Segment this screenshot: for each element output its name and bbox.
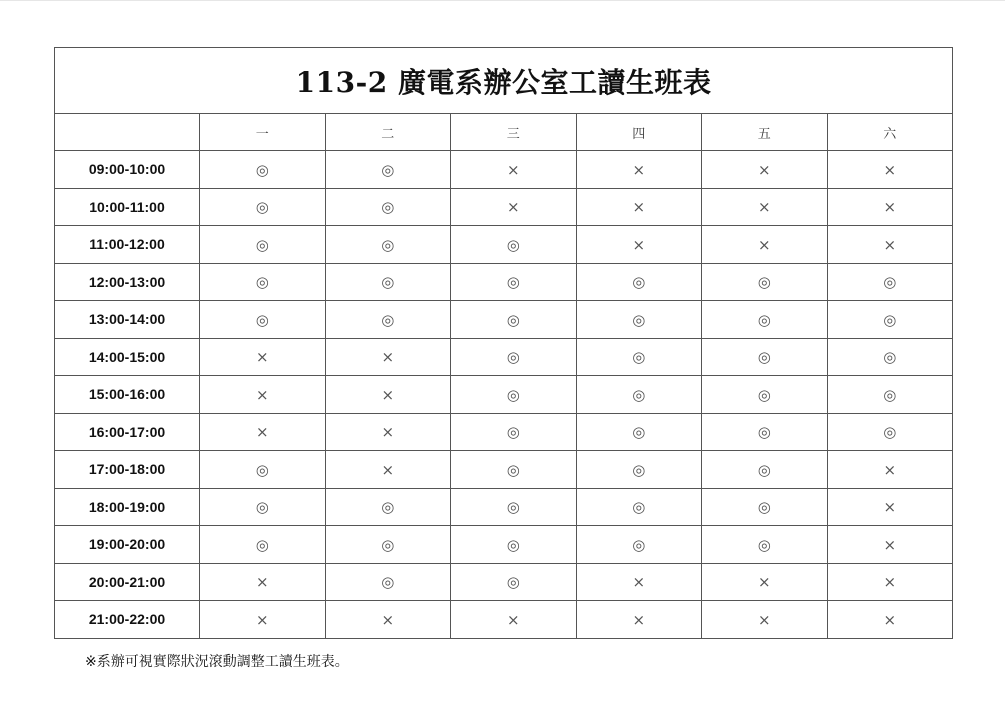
footnote: ※系辦可視實際狀況滾動調整工讀生班表。 bbox=[85, 654, 349, 670]
table-row bbox=[55, 188, 953, 226]
available-mark-icon: ◎ bbox=[632, 310, 646, 329]
shift-cell bbox=[325, 151, 451, 189]
unavailable-mark-icon: × bbox=[255, 423, 269, 442]
time-slot-label: 20:00-21:00 bbox=[55, 563, 200, 601]
shift-cell bbox=[325, 376, 451, 414]
unavailable-mark-icon: × bbox=[381, 423, 395, 442]
unavailable-mark-icon: × bbox=[381, 348, 395, 367]
available-mark-icon: ◎ bbox=[506, 460, 520, 479]
unavailable-mark-icon: × bbox=[883, 235, 897, 254]
available-mark-icon: ◎ bbox=[632, 385, 646, 404]
available-mark-icon: ◎ bbox=[883, 348, 897, 367]
shift-cell bbox=[827, 451, 953, 489]
available-mark-icon: ◎ bbox=[381, 198, 395, 217]
shift-cell bbox=[702, 563, 828, 601]
shift-cell bbox=[702, 226, 828, 264]
shift-cell bbox=[576, 188, 702, 226]
shift-cell bbox=[200, 188, 326, 226]
shift-cell bbox=[451, 301, 577, 339]
shift-cell bbox=[702, 188, 828, 226]
time-slot-label: 12:00-13:00 bbox=[55, 263, 200, 301]
available-mark-icon: ◎ bbox=[506, 273, 520, 292]
shift-cell bbox=[827, 188, 953, 226]
available-mark-icon: ◎ bbox=[255, 160, 269, 179]
shift-cell bbox=[827, 301, 953, 339]
unavailable-mark-icon: × bbox=[883, 160, 897, 179]
unavailable-mark-icon: × bbox=[255, 385, 269, 404]
unavailable-mark-icon: × bbox=[381, 610, 395, 629]
available-mark-icon: ◎ bbox=[757, 310, 771, 329]
available-mark-icon: ◎ bbox=[757, 423, 771, 442]
available-mark-icon: ◎ bbox=[632, 423, 646, 442]
available-mark-icon: ◎ bbox=[757, 385, 771, 404]
available-mark-icon: ◎ bbox=[255, 310, 269, 329]
available-mark-icon: ◎ bbox=[506, 235, 520, 254]
shift-cell bbox=[702, 451, 828, 489]
shift-cell bbox=[827, 376, 953, 414]
table-row bbox=[55, 526, 953, 564]
time-slot-label: 18:00-19:00 bbox=[55, 488, 200, 526]
weekday-header: 四 bbox=[576, 114, 702, 151]
shift-cell bbox=[576, 226, 702, 264]
shift-cell bbox=[200, 263, 326, 301]
shift-cell bbox=[451, 188, 577, 226]
shift-cell bbox=[200, 563, 326, 601]
table-row bbox=[55, 376, 953, 414]
shift-cell bbox=[451, 376, 577, 414]
table-row bbox=[55, 301, 953, 339]
table-row bbox=[55, 226, 953, 264]
available-mark-icon: ◎ bbox=[506, 385, 520, 404]
available-mark-icon: ◎ bbox=[883, 273, 897, 292]
weekday-header: 五 bbox=[702, 114, 828, 151]
table-row bbox=[55, 451, 953, 489]
shift-cell bbox=[451, 526, 577, 564]
available-mark-icon: ◎ bbox=[883, 310, 897, 329]
shift-cell bbox=[827, 413, 953, 451]
available-mark-icon: ◎ bbox=[381, 498, 395, 517]
table-row bbox=[55, 488, 953, 526]
table-row bbox=[55, 263, 953, 301]
unavailable-mark-icon: × bbox=[883, 610, 897, 629]
shift-cell bbox=[576, 451, 702, 489]
shift-cell bbox=[325, 226, 451, 264]
table-row bbox=[55, 601, 953, 639]
shift-cell bbox=[702, 488, 828, 526]
shift-cell bbox=[451, 563, 577, 601]
shift-cell bbox=[200, 301, 326, 339]
weekday-header: 一 bbox=[200, 114, 326, 151]
shift-cell bbox=[576, 338, 702, 376]
shift-cell bbox=[200, 376, 326, 414]
time-slot-label: 11:00-12:00 bbox=[55, 226, 200, 264]
available-mark-icon: ◎ bbox=[381, 535, 395, 554]
shift-cell bbox=[827, 601, 953, 639]
unavailable-mark-icon: × bbox=[255, 610, 269, 629]
shift-cell bbox=[325, 563, 451, 601]
unavailable-mark-icon: × bbox=[632, 573, 646, 592]
shift-cell bbox=[702, 301, 828, 339]
shift-cell bbox=[827, 338, 953, 376]
unavailable-mark-icon: × bbox=[255, 573, 269, 592]
shift-cell bbox=[702, 601, 828, 639]
available-mark-icon: ◎ bbox=[883, 385, 897, 404]
shift-cell bbox=[325, 301, 451, 339]
unavailable-mark-icon: × bbox=[255, 348, 269, 367]
shift-cell bbox=[576, 601, 702, 639]
available-mark-icon: ◎ bbox=[506, 535, 520, 554]
shift-cell bbox=[451, 451, 577, 489]
shift-cell bbox=[325, 526, 451, 564]
unavailable-mark-icon: × bbox=[506, 160, 520, 179]
shift-cell bbox=[576, 376, 702, 414]
unavailable-mark-icon: × bbox=[381, 460, 395, 479]
time-slot-label: 21:00-22:00 bbox=[55, 601, 200, 639]
shift-cell bbox=[827, 151, 953, 189]
shift-cell bbox=[451, 413, 577, 451]
available-mark-icon: ◎ bbox=[757, 273, 771, 292]
shift-cell bbox=[576, 413, 702, 451]
time-slot-label: 16:00-17:00 bbox=[55, 413, 200, 451]
available-mark-icon: ◎ bbox=[632, 535, 646, 554]
shift-cell bbox=[827, 526, 953, 564]
shift-cell bbox=[451, 151, 577, 189]
shift-cell bbox=[200, 151, 326, 189]
available-mark-icon: ◎ bbox=[632, 498, 646, 517]
unavailable-mark-icon: × bbox=[883, 498, 897, 517]
weekday-header: 三 bbox=[451, 114, 577, 151]
shift-cell bbox=[200, 226, 326, 264]
time-slot-label: 15:00-16:00 bbox=[55, 376, 200, 414]
shift-cell bbox=[576, 526, 702, 564]
available-mark-icon: ◎ bbox=[632, 348, 646, 367]
shift-cell bbox=[325, 413, 451, 451]
time-slot-label: 17:00-18:00 bbox=[55, 451, 200, 489]
shift-cell bbox=[451, 226, 577, 264]
shift-cell bbox=[200, 601, 326, 639]
available-mark-icon: ◎ bbox=[757, 535, 771, 554]
shift-cell bbox=[325, 451, 451, 489]
available-mark-icon: ◎ bbox=[883, 423, 897, 442]
shift-cell bbox=[325, 338, 451, 376]
schedule-sheet bbox=[54, 47, 952, 639]
time-slot-label: 09:00-10:00 bbox=[55, 151, 200, 189]
shift-cell bbox=[827, 488, 953, 526]
unavailable-mark-icon: × bbox=[757, 198, 771, 217]
shift-cell bbox=[325, 601, 451, 639]
available-mark-icon: ◎ bbox=[632, 460, 646, 479]
schedule-body bbox=[55, 151, 953, 639]
available-mark-icon: ◎ bbox=[757, 498, 771, 517]
shift-cell bbox=[576, 301, 702, 339]
available-mark-icon: ◎ bbox=[632, 273, 646, 292]
available-mark-icon: ◎ bbox=[255, 198, 269, 217]
available-mark-icon: ◎ bbox=[255, 273, 269, 292]
unavailable-mark-icon: × bbox=[632, 198, 646, 217]
unavailable-mark-icon: × bbox=[883, 460, 897, 479]
time-slot-label: 14:00-15:00 bbox=[55, 338, 200, 376]
shift-cell bbox=[702, 413, 828, 451]
shift-cell bbox=[702, 151, 828, 189]
available-mark-icon: ◎ bbox=[255, 535, 269, 554]
shift-cell bbox=[200, 526, 326, 564]
available-mark-icon: ◎ bbox=[381, 573, 395, 592]
available-mark-icon: ◎ bbox=[506, 348, 520, 367]
unavailable-mark-icon: × bbox=[506, 198, 520, 217]
available-mark-icon: ◎ bbox=[757, 348, 771, 367]
shift-cell bbox=[827, 226, 953, 264]
page-top-edge bbox=[0, 0, 1005, 1]
shift-cell bbox=[702, 526, 828, 564]
shift-cell bbox=[576, 263, 702, 301]
available-mark-icon: ◎ bbox=[506, 310, 520, 329]
shift-cell bbox=[827, 563, 953, 601]
shift-cell bbox=[827, 263, 953, 301]
table-row bbox=[55, 413, 953, 451]
available-mark-icon: ◎ bbox=[381, 160, 395, 179]
unavailable-mark-icon: × bbox=[506, 610, 520, 629]
available-mark-icon: ◎ bbox=[381, 273, 395, 292]
shift-cell bbox=[200, 338, 326, 376]
shift-cell bbox=[576, 488, 702, 526]
shift-cell bbox=[702, 376, 828, 414]
shift-cell bbox=[451, 488, 577, 526]
shift-cell bbox=[200, 451, 326, 489]
available-mark-icon: ◎ bbox=[255, 498, 269, 517]
shift-cell bbox=[702, 338, 828, 376]
shift-cell bbox=[200, 413, 326, 451]
table-title: 113-2 廣電系辦公室工讀生班表 bbox=[55, 48, 953, 114]
shift-cell bbox=[576, 563, 702, 601]
shift-cell bbox=[451, 263, 577, 301]
available-mark-icon: ◎ bbox=[381, 235, 395, 254]
unavailable-mark-icon: × bbox=[381, 385, 395, 404]
unavailable-mark-icon: × bbox=[757, 610, 771, 629]
unavailable-mark-icon: × bbox=[757, 573, 771, 592]
table-row bbox=[55, 563, 953, 601]
unavailable-mark-icon: × bbox=[883, 573, 897, 592]
unavailable-mark-icon: × bbox=[757, 235, 771, 254]
available-mark-icon: ◎ bbox=[757, 460, 771, 479]
time-slot-label: 19:00-20:00 bbox=[55, 526, 200, 564]
weekday-header-row bbox=[55, 114, 953, 151]
available-mark-icon: ◎ bbox=[381, 310, 395, 329]
weekday-header: 六 bbox=[827, 114, 953, 151]
unavailable-mark-icon: × bbox=[757, 160, 771, 179]
shift-cell bbox=[702, 263, 828, 301]
unavailable-mark-icon: × bbox=[883, 535, 897, 554]
shift-cell bbox=[325, 188, 451, 226]
shift-cell bbox=[325, 488, 451, 526]
shift-cell bbox=[576, 151, 702, 189]
available-mark-icon: ◎ bbox=[506, 423, 520, 442]
schedule-table bbox=[54, 47, 953, 639]
shift-cell bbox=[451, 338, 577, 376]
table-row bbox=[55, 151, 953, 189]
time-slot-label: 13:00-14:00 bbox=[55, 301, 200, 339]
available-mark-icon: ◎ bbox=[506, 573, 520, 592]
corner-cell bbox=[55, 114, 200, 151]
unavailable-mark-icon: × bbox=[632, 160, 646, 179]
unavailable-mark-icon: × bbox=[632, 235, 646, 254]
unavailable-mark-icon: × bbox=[883, 198, 897, 217]
table-row bbox=[55, 338, 953, 376]
shift-cell bbox=[200, 488, 326, 526]
shift-cell bbox=[451, 601, 577, 639]
weekday-header: 二 bbox=[325, 114, 451, 151]
available-mark-icon: ◎ bbox=[506, 498, 520, 517]
time-slot-label: 10:00-11:00 bbox=[55, 188, 200, 226]
shift-cell bbox=[325, 263, 451, 301]
available-mark-icon: ◎ bbox=[255, 460, 269, 479]
unavailable-mark-icon: × bbox=[632, 610, 646, 629]
available-mark-icon: ◎ bbox=[255, 235, 269, 254]
